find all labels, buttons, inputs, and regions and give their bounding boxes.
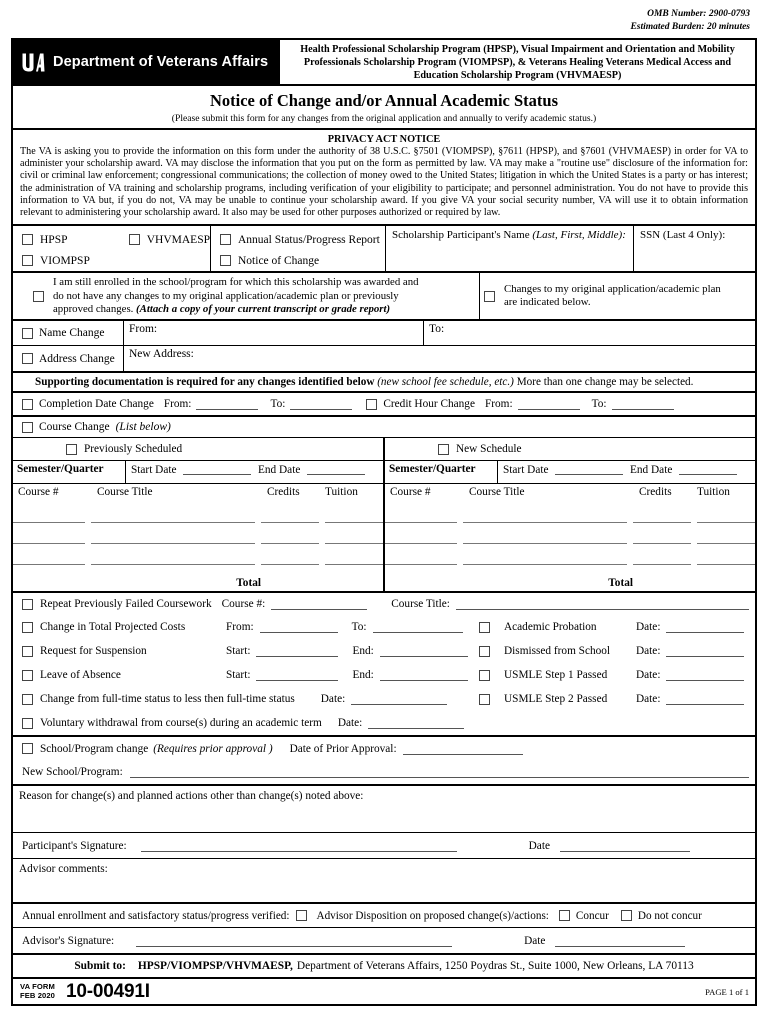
usmle-step-1-label: USMLE Step 1 Passed bbox=[504, 669, 608, 682]
new-semester-quarter-cell[interactable] bbox=[385, 461, 498, 483]
new-total-label: Total bbox=[608, 577, 633, 590]
new-schedule-label: New Schedule bbox=[456, 443, 522, 456]
advisor-signature-input[interactable] bbox=[136, 935, 452, 947]
previous-row3-tuition[interactable] bbox=[325, 564, 383, 565]
program-title-line1: Health Professional Scholarship Program (HPSP), Visual Impairment and Orientation and Mobility bbox=[300, 44, 735, 55]
fulltime-label: Change from full-time status to less then full-time status bbox=[40, 693, 295, 706]
form-header bbox=[13, 40, 755, 84]
label-hpsp: HPSP bbox=[40, 233, 68, 246]
omb-block bbox=[630, 8, 750, 33]
name-change-to-cell[interactable] bbox=[423, 321, 755, 345]
omb-number: OMB Number: 2900-0793 bbox=[647, 9, 750, 19]
new-school-label: New School/Program: bbox=[22, 766, 123, 779]
participant-date-input[interactable] bbox=[560, 840, 690, 852]
privacy-body: The VA is asking you to provide the information on this form under the authority of 38 U.S.C. §7501 (VIOMPSP), §7611 (HPSP), and §7601 (VHVMAESP) in order for VA to administer your scholarship award. VA may disclose the information that you put on the form as permitted by law. VA may make a "routine use" disclosure of the information for: civil or criminal law enforcement; congressional communications; the collection of money owed to the United States; litigation in which the United States is a party or has interest; the administration of VA training and scholarship programs, including verification of your eligibility to participate; and personnel administration. You do not have to provide this information to VA but, if you do not, VA may be unable to continue your scholarship award. If you give VA your social security number, VA will use it to obtain information relevant to administering your scholarship award. It also may be used for other purposes authorized or required by law. bbox=[20, 146, 748, 219]
completion-date-change-label: Completion Date Change bbox=[39, 398, 154, 411]
checkbox-credit-hour-change[interactable] bbox=[366, 399, 377, 410]
form-footer bbox=[13, 977, 755, 1004]
new-row3-course-title[interactable] bbox=[463, 564, 627, 565]
ssn-cell[interactable] bbox=[633, 226, 755, 271]
new-col-course-no: Course # bbox=[390, 486, 431, 499]
va-seal-block bbox=[13, 40, 278, 84]
table-row[interactable] bbox=[385, 503, 755, 524]
usmle-step-1-block[interactable] bbox=[479, 669, 755, 681]
previous-term-header bbox=[13, 461, 383, 483]
new-row1-tuition[interactable] bbox=[697, 522, 755, 523]
checkbox-address-change[interactable] bbox=[22, 353, 33, 364]
checkbox-viompsp[interactable] bbox=[22, 255, 33, 266]
new-col-tuition: Tuition bbox=[697, 486, 730, 499]
projected-from-label: From: bbox=[226, 621, 254, 634]
school-change-label: School/Program change bbox=[40, 742, 149, 755]
course-change-hint: (List below) bbox=[115, 421, 171, 434]
academic-probation-block[interactable] bbox=[479, 621, 755, 633]
checkbox-name-change[interactable] bbox=[22, 328, 33, 339]
previous-row1-course-title[interactable] bbox=[91, 522, 255, 523]
va-form-line2: FEB 2020 bbox=[20, 990, 55, 1000]
previous-end-date-label: End Date bbox=[258, 464, 301, 477]
fulltime-status-row bbox=[13, 687, 755, 711]
academic-probation-date-input[interactable] bbox=[666, 621, 744, 633]
credit-hour-change-label: Credit Hour Change bbox=[383, 398, 475, 411]
previous-row2-credits[interactable] bbox=[261, 543, 319, 544]
suspension-label: Request for Suspension bbox=[40, 645, 147, 658]
suspension-row bbox=[13, 639, 755, 663]
previous-row1-tuition[interactable] bbox=[325, 522, 383, 523]
program-title-line3: Education Scholarship Program (VHVMAESP) bbox=[413, 70, 622, 81]
new-school-program-row bbox=[13, 760, 755, 784]
withdrawal-date-input[interactable] bbox=[368, 717, 464, 729]
new-row2-course-no[interactable] bbox=[385, 543, 457, 544]
usmle-step-2-date-input[interactable] bbox=[666, 693, 744, 705]
new-row1-credits[interactable] bbox=[633, 522, 691, 523]
credit-from-input[interactable] bbox=[518, 398, 580, 410]
participant-signature-row bbox=[13, 832, 755, 858]
new-semester-quarter-label: Semester/Quarter bbox=[389, 463, 476, 476]
prior-approval-label: Date of Prior Approval: bbox=[289, 742, 397, 755]
checkbox-concur[interactable] bbox=[559, 910, 570, 921]
participant-signature-label: Participant's Signature: bbox=[22, 839, 127, 852]
new-col-credits: Credits bbox=[639, 486, 672, 499]
previous-start-date-cell[interactable] bbox=[126, 461, 256, 483]
name-change-row bbox=[13, 319, 755, 345]
page-indicator: PAGE 1 of 1 bbox=[705, 986, 749, 997]
previous-row3-course-no[interactable] bbox=[13, 564, 85, 565]
still-enrolled-line1: I am still enrolled in the school/program for which this scholarship was awarded and bbox=[53, 276, 419, 289]
new-row1-course-no[interactable] bbox=[385, 522, 457, 523]
repeat-coursework-row bbox=[13, 591, 755, 615]
checkbox-academic-probation[interactable] bbox=[479, 622, 490, 633]
new-schedule-table bbox=[383, 461, 755, 591]
credit-to-label: To: bbox=[591, 398, 607, 411]
projected-to-input[interactable] bbox=[373, 621, 463, 633]
checkbox-previously-scheduled[interactable] bbox=[66, 444, 77, 455]
fulltime-date-label: Date: bbox=[320, 693, 346, 706]
checkbox-leave-of-absence[interactable] bbox=[22, 670, 33, 681]
leave-label: Leave of Absence bbox=[40, 669, 121, 682]
supporting-doc-rest: More than one change may be selected. bbox=[516, 376, 694, 389]
changes-indicated-text bbox=[504, 283, 721, 310]
do-not-concur-label: Do not concur bbox=[637, 909, 702, 922]
still-enrolled-block[interactable] bbox=[13, 273, 479, 319]
table-row[interactable] bbox=[385, 545, 755, 566]
privacy-act-notice bbox=[13, 128, 755, 224]
dismissed-date-label: Date: bbox=[636, 645, 661, 658]
name-change-to-label: To: bbox=[429, 323, 445, 336]
course-change-label: Course Change bbox=[39, 421, 110, 434]
checkbox-vhvmaesp[interactable] bbox=[129, 234, 140, 245]
dismissed-block[interactable] bbox=[479, 645, 755, 657]
usmle-step-1-date-input[interactable] bbox=[666, 669, 744, 681]
new-col-course-title: Course Title bbox=[469, 486, 525, 499]
previous-schedule-table bbox=[13, 461, 383, 591]
form-body bbox=[11, 38, 757, 1006]
ssn-label: SSN (Last 4 Only): bbox=[640, 229, 726, 242]
program-selection-row bbox=[13, 224, 755, 271]
new-address-label: New Address: bbox=[129, 348, 194, 361]
previous-row1-credits[interactable] bbox=[261, 522, 319, 523]
new-row3-tuition[interactable] bbox=[697, 564, 755, 565]
projected-costs-label: Change in Total Projected Costs bbox=[40, 621, 186, 634]
credit-from-label: From: bbox=[484, 398, 513, 411]
checkbox-usmle-step-2-passed[interactable] bbox=[479, 694, 490, 705]
program-checkbox-col-1 bbox=[13, 226, 210, 271]
address-change-row bbox=[13, 345, 755, 371]
reason-for-change-block[interactable] bbox=[13, 784, 755, 832]
projected-from-input[interactable] bbox=[260, 621, 338, 633]
checkbox-still-enrolled[interactable] bbox=[33, 291, 44, 302]
new-row3-credits[interactable] bbox=[633, 564, 691, 565]
va-form-line1: VA FORM bbox=[20, 982, 55, 992]
previous-row2-tuition[interactable] bbox=[325, 543, 383, 544]
new-row2-credits[interactable] bbox=[633, 543, 691, 544]
projected-to-label: To: bbox=[351, 621, 367, 634]
checkbox-course-change[interactable] bbox=[22, 422, 33, 433]
label-viompsp: VIOMPSP bbox=[40, 254, 90, 267]
table-row[interactable] bbox=[13, 545, 383, 566]
participant-name-cell[interactable] bbox=[385, 226, 633, 271]
repeat-course-title-input[interactable] bbox=[456, 598, 749, 610]
school-program-change-row bbox=[13, 735, 755, 760]
usmle-step-1-date-label: Date: bbox=[636, 669, 661, 682]
previous-semester-quarter-label: Semester/Quarter bbox=[17, 463, 104, 476]
privacy-heading: PRIVACY ACT NOTICE bbox=[327, 134, 441, 145]
new-start-date-cell[interactable] bbox=[498, 461, 628, 483]
checkbox-school-program-change[interactable] bbox=[22, 743, 33, 754]
previous-total-row bbox=[13, 566, 383, 591]
new-row1-course-title[interactable] bbox=[463, 522, 627, 523]
checkbox-hpsp[interactable] bbox=[22, 234, 33, 245]
usmle-step-2-date-label: Date: bbox=[636, 693, 661, 706]
previous-end-date-cell[interactable] bbox=[256, 461, 383, 483]
changes-indicated-line1: Changes to my original application/academic plan bbox=[504, 282, 721, 295]
checkbox-changes-indicated[interactable] bbox=[484, 291, 495, 302]
new-row3-course-no[interactable] bbox=[385, 564, 457, 565]
changes-indicated-line2: are indicated below. bbox=[504, 296, 591, 309]
table-row[interactable] bbox=[13, 503, 383, 524]
address-change-label-cell[interactable] bbox=[13, 346, 123, 371]
new-end-date-input[interactable] bbox=[679, 463, 737, 475]
name-change-label-cell[interactable] bbox=[13, 321, 123, 345]
supporting-documentation-note bbox=[13, 371, 755, 391]
participant-signature-input[interactable] bbox=[141, 840, 457, 852]
checkbox-notice-of-change[interactable] bbox=[220, 255, 231, 266]
credit-to-input[interactable] bbox=[612, 398, 674, 410]
repeat-course-no-label: Course #: bbox=[221, 598, 266, 611]
table-row[interactable] bbox=[13, 524, 383, 545]
page-title: Notice of Change and/or Annual Academic Status bbox=[209, 91, 559, 110]
repeat-course-title-label: Course Title: bbox=[391, 598, 450, 611]
new-column-headers bbox=[385, 483, 755, 503]
checkbox-annual-status-report[interactable] bbox=[220, 234, 231, 245]
leave-start-input[interactable] bbox=[256, 669, 338, 681]
new-term-header bbox=[385, 461, 755, 483]
previous-end-date-input[interactable] bbox=[307, 463, 365, 475]
previous-row3-course-title[interactable] bbox=[91, 564, 255, 565]
new-row2-course-title[interactable] bbox=[463, 543, 627, 544]
academic-probation-date-label: Date: bbox=[636, 621, 661, 634]
dismissed-label: Dismissed from School bbox=[504, 645, 611, 658]
address-change-label: Address Change bbox=[39, 352, 115, 365]
voluntary-withdrawal-row bbox=[13, 711, 755, 735]
previous-row2-course-title[interactable] bbox=[91, 543, 255, 544]
submit-to-programs: HPSP/VIOMPSP/VHVMAESP, bbox=[137, 960, 293, 973]
new-address-cell[interactable] bbox=[123, 346, 755, 371]
program-title-line2: Professionals Scholarship Program (VIOMPSP), & Veterans Healing Veterans Medical Access and bbox=[303, 57, 732, 68]
suspension-end-input[interactable] bbox=[380, 645, 468, 657]
advisor-comments-label: Advisor comments: bbox=[19, 863, 108, 876]
previous-col-credits: Credits bbox=[267, 486, 300, 499]
checkbox-status-verified[interactable] bbox=[296, 910, 307, 921]
dismissed-date-input[interactable] bbox=[666, 645, 744, 657]
advisor-disposition-row bbox=[13, 902, 755, 927]
new-start-date-label: Start Date bbox=[503, 464, 549, 477]
completion-to-label: To: bbox=[270, 398, 286, 411]
suspension-start-input[interactable] bbox=[256, 645, 338, 657]
new-school-input[interactable] bbox=[130, 766, 749, 778]
previous-semester-quarter-cell[interactable] bbox=[13, 461, 126, 483]
checkbox-voluntary-withdrawal[interactable] bbox=[22, 718, 33, 729]
projected-costs-row bbox=[13, 615, 755, 639]
agency-name: Department of Veterans Affairs bbox=[53, 54, 269, 70]
va-form-stamp bbox=[20, 983, 55, 1000]
leave-end-label: End: bbox=[352, 669, 374, 682]
participant-name-hint: (Last, First, Middle): bbox=[532, 229, 626, 242]
new-start-date-input[interactable] bbox=[555, 463, 623, 475]
previous-start-date-label: Start Date bbox=[131, 464, 177, 477]
label-annual-status-report: Annual Status/Progress Report bbox=[238, 233, 380, 246]
still-enrolled-line2: do not have any changes to my original application/academic plan or previously bbox=[53, 289, 399, 302]
still-enrolled-line3: approved changes. bbox=[53, 302, 137, 315]
advisor-comments-block[interactable] bbox=[13, 858, 755, 902]
prior-approval-date-input[interactable] bbox=[403, 743, 523, 755]
name-change-label: Name Change bbox=[39, 327, 105, 340]
leave-start-label: Start: bbox=[226, 669, 251, 682]
school-change-hint: (Requires prior approval ) bbox=[153, 742, 273, 755]
form-number: 10-00491I bbox=[66, 980, 150, 1002]
new-schedule-block[interactable] bbox=[383, 438, 755, 460]
checkbox-change-projected-costs[interactable] bbox=[22, 622, 33, 633]
suspension-start-label: Start: bbox=[226, 645, 251, 658]
checkbox-usmle-step-1-passed[interactable] bbox=[479, 670, 490, 681]
new-end-date-label: End Date bbox=[630, 464, 673, 477]
academic-probation-label: Academic Probation bbox=[504, 621, 597, 634]
form-title-band bbox=[13, 84, 755, 128]
enrollment-statement-row bbox=[13, 271, 755, 319]
checkbox-fulltime-status-change[interactable] bbox=[22, 694, 33, 705]
name-change-from-label: From: bbox=[129, 323, 158, 336]
checkbox-new-schedule[interactable] bbox=[438, 444, 449, 455]
previously-scheduled-label: Previously Scheduled bbox=[84, 443, 183, 456]
disposition-label: Advisor Disposition on proposed change(s)/actions: bbox=[316, 909, 549, 922]
reason-label: Reason for change(s) and planned actions other than change(s) noted above: bbox=[19, 790, 364, 803]
supporting-doc-italic: (new school fee schedule, etc.) bbox=[377, 376, 514, 389]
estimated-burden: Estimated Burden: 20 minutes bbox=[630, 21, 750, 32]
new-row2-tuition[interactable] bbox=[697, 543, 755, 544]
previous-row3-credits[interactable] bbox=[261, 564, 319, 565]
completion-from-label: From: bbox=[163, 398, 192, 411]
program-title bbox=[278, 40, 755, 84]
advisor-date-label: Date bbox=[524, 934, 546, 947]
advisor-signature-label: Advisor's Signature: bbox=[22, 934, 115, 947]
label-vhvmaesp: VHVMAESP bbox=[146, 233, 210, 246]
previous-row2-course-no[interactable] bbox=[13, 543, 85, 544]
supporting-doc-bold: Supporting documentation is required for any changes identified below bbox=[35, 376, 375, 389]
submit-to-row bbox=[13, 953, 755, 977]
name-change-from-cell[interactable] bbox=[123, 321, 423, 345]
page-subtitle: (Please submit this form for any changes from the original application and annually to verify academic status.) bbox=[171, 113, 597, 124]
previous-total-label: Total bbox=[236, 577, 261, 590]
checkbox-dismissed-from-school[interactable] bbox=[479, 646, 490, 657]
changes-indicated-block[interactable] bbox=[479, 273, 755, 319]
previous-column-headers bbox=[13, 483, 383, 503]
new-end-date-cell[interactable] bbox=[628, 461, 755, 483]
previous-col-course-title: Course Title bbox=[97, 486, 153, 499]
completion-credit-row bbox=[13, 391, 755, 415]
checkbox-request-suspension[interactable] bbox=[22, 646, 33, 657]
attach-transcript-note: (Attach a copy of your current transcript or grade report) bbox=[136, 302, 391, 315]
previously-scheduled-block[interactable] bbox=[13, 438, 383, 460]
label-notice-of-change: Notice of Change bbox=[238, 254, 320, 267]
course-change-row[interactable] bbox=[13, 415, 755, 437]
withdrawal-label: Voluntary withdrawal from course(s) during an academic term bbox=[40, 717, 322, 730]
completion-from-input[interactable] bbox=[196, 398, 258, 410]
repeat-course-no-input[interactable] bbox=[271, 598, 367, 610]
table-row[interactable] bbox=[385, 524, 755, 545]
program-checkbox-col-2 bbox=[210, 226, 385, 271]
course-tables bbox=[13, 460, 755, 591]
verified-label: Annual enrollment and satisfactory status/progress verified: bbox=[22, 909, 290, 922]
va-logo-icon bbox=[21, 51, 46, 73]
previous-col-tuition: Tuition bbox=[325, 486, 358, 499]
previous-col-course-no: Course # bbox=[18, 486, 59, 499]
completion-to-input[interactable] bbox=[290, 398, 352, 410]
leave-of-absence-row bbox=[13, 663, 755, 687]
checkbox-completion-date-change[interactable] bbox=[22, 399, 33, 410]
participant-name-label: Scholarship Participant's Name bbox=[392, 229, 530, 242]
checkbox-do-not-concur[interactable] bbox=[621, 910, 632, 921]
submit-to-address: Department of Veterans Affairs, 1250 Poydras St., Suite 1000, New Orleans, LA 70113 bbox=[296, 960, 694, 973]
previous-row1-course-no[interactable] bbox=[13, 522, 85, 523]
new-total-row bbox=[385, 566, 755, 591]
usmle-step-2-block[interactable] bbox=[479, 693, 755, 705]
schedule-selector-bar bbox=[13, 437, 755, 460]
previous-start-date-input[interactable] bbox=[183, 463, 251, 475]
suspension-end-label: End: bbox=[352, 645, 374, 658]
repeat-coursework-label: Repeat Previously Failed Coursework bbox=[40, 598, 212, 611]
advisor-signature-row bbox=[13, 927, 755, 953]
concur-label: Concur bbox=[575, 909, 609, 922]
submit-to-label: Submit to: bbox=[74, 960, 126, 973]
advisor-date-input[interactable] bbox=[555, 935, 685, 947]
usmle-step-2-label: USMLE Step 2 Passed bbox=[504, 693, 608, 706]
still-enrolled-text bbox=[53, 276, 419, 316]
leave-end-input[interactable] bbox=[380, 669, 468, 681]
checkbox-repeat-failed-coursework[interactable] bbox=[22, 599, 33, 610]
fulltime-date-input[interactable] bbox=[351, 693, 447, 705]
participant-date-label: Date bbox=[528, 839, 550, 852]
withdrawal-date-label: Date: bbox=[337, 717, 363, 730]
